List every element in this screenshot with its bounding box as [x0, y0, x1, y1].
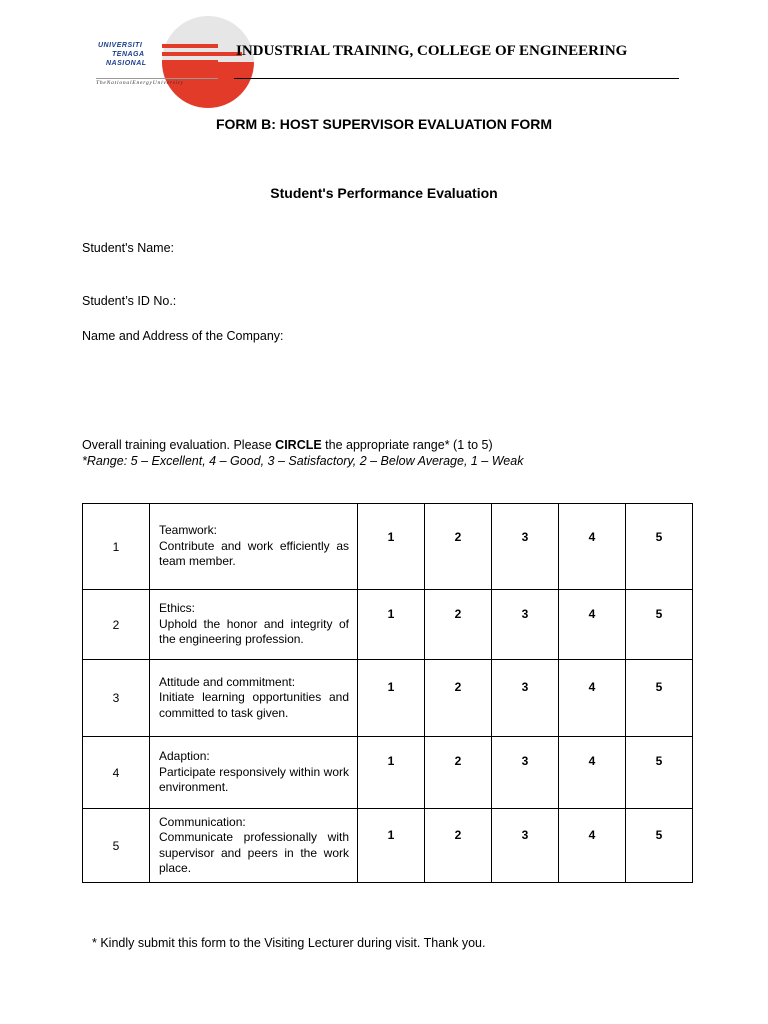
- score-label: 4: [588, 607, 596, 621]
- table-row: [83, 809, 693, 883]
- score-label: 4: [588, 680, 596, 694]
- evaluation-table: [82, 503, 693, 883]
- criterion-title: Teamwork:: [159, 523, 218, 538]
- score-label: 5: [655, 530, 663, 544]
- score-option[interactable]: [559, 660, 626, 737]
- score-option[interactable]: [626, 504, 693, 590]
- score-option[interactable]: [425, 504, 492, 590]
- logo-text-line1: UNIVERSITI: [98, 42, 143, 49]
- form-title: FORM B: HOST SUPERVISOR EVALUATION FORM: [215, 116, 552, 132]
- criterion-number: 5: [83, 809, 150, 883]
- score-option[interactable]: [626, 590, 693, 660]
- criterion-cell: [150, 504, 358, 590]
- table-row: [83, 737, 693, 809]
- criterion-desc: Communicate professionally with supervisor and peers in the work place.: [159, 830, 349, 875]
- score-label: 4: [588, 754, 596, 768]
- score-label: 5: [655, 754, 663, 768]
- score-option[interactable]: [492, 660, 559, 737]
- instructions-before: Overall training evaluation. Please: [82, 438, 276, 452]
- student-name-label: Student's Name:: [82, 241, 175, 255]
- table-row: [83, 660, 693, 737]
- score-label: 3: [521, 754, 529, 768]
- footnote: * Kindly submit this form to the Visiting Lecturer during visit. Thank you.: [92, 936, 486, 950]
- criterion-title: Attitude and commitment:: [159, 674, 296, 689]
- range-note: *Range: 5 – Excellent, 4 – Good, 3 – Satisfactory, 2 – Below Average, 1 – Weak: [82, 454, 524, 468]
- section-title: Student's Performance Evaluation: [270, 185, 498, 201]
- score-label: 2: [454, 680, 462, 694]
- score-label: 3: [521, 530, 529, 544]
- instructions: [82, 438, 493, 452]
- score-option[interactable]: [358, 809, 425, 883]
- student-id-label: Student’s ID No.:: [82, 294, 177, 308]
- score-option[interactable]: [492, 590, 559, 660]
- score-option[interactable]: [492, 737, 559, 809]
- score-label: 1: [387, 680, 395, 694]
- score-label: 2: [454, 607, 462, 621]
- score-label: 2: [454, 828, 462, 842]
- score-label: 5: [655, 828, 663, 842]
- score-option[interactable]: [358, 737, 425, 809]
- logo-caption: TheNationalEnergyUniversity: [96, 80, 184, 86]
- score-label: 3: [521, 607, 529, 621]
- score-option[interactable]: [358, 660, 425, 737]
- score-option[interactable]: [358, 590, 425, 660]
- score-label: 2: [454, 754, 462, 768]
- criterion-desc: Participate responsively within work environment.: [159, 764, 349, 795]
- score-option[interactable]: [626, 809, 693, 883]
- table-row: [83, 504, 693, 590]
- score-label: 1: [387, 828, 395, 842]
- score-option[interactable]: [425, 737, 492, 809]
- score-label: 2: [454, 530, 462, 544]
- score-label: 4: [588, 530, 596, 544]
- criterion-desc: Uphold the honor and integrity of the engineering profession.: [159, 616, 349, 647]
- score-option[interactable]: [559, 504, 626, 590]
- score-option[interactable]: [425, 590, 492, 660]
- score-option[interactable]: [626, 660, 693, 737]
- score-label: 5: [655, 607, 663, 621]
- score-option[interactable]: [559, 590, 626, 660]
- criterion-desc: Initiate learning opportunities and committed to task given.: [159, 690, 349, 720]
- table-row: [83, 590, 693, 660]
- score-label: 5: [655, 680, 663, 694]
- score-label: 1: [387, 754, 395, 768]
- header-rule: [234, 78, 679, 79]
- score-option[interactable]: [626, 737, 693, 809]
- criterion-number: 3: [83, 660, 150, 737]
- criterion-title: Adaption:: [159, 749, 210, 764]
- score-option[interactable]: [559, 737, 626, 809]
- criterion-desc: Contribute and work efficiently as team member.: [159, 538, 349, 569]
- score-option[interactable]: [358, 504, 425, 590]
- criterion-title: Ethics:: [159, 601, 196, 616]
- score-option[interactable]: [425, 660, 492, 737]
- score-label: 3: [521, 828, 529, 842]
- criterion-cell: [150, 809, 358, 883]
- score-option[interactable]: [492, 809, 559, 883]
- criterion-cell: [150, 737, 358, 809]
- criterion-number: 2: [83, 590, 150, 660]
- criterion-cell: [150, 660, 358, 737]
- criterion-title: Communication:: [159, 814, 246, 829]
- criterion-number: 1: [83, 504, 150, 590]
- instructions-emphasis: CIRCLE: [275, 438, 322, 452]
- score-option[interactable]: [425, 809, 492, 883]
- score-label: 3: [521, 680, 529, 694]
- score-option[interactable]: [559, 809, 626, 883]
- score-option[interactable]: [492, 504, 559, 590]
- logo-text-line3: NASIONAL: [106, 60, 147, 67]
- logo-divider: [96, 78, 218, 79]
- score-label: 1: [387, 607, 395, 621]
- logo-text-line2: TENAGA: [112, 51, 145, 58]
- score-label: 4: [588, 828, 596, 842]
- criterion-cell: [150, 590, 358, 660]
- org-title: INDUSTRIAL TRAINING, COLLEGE OF ENGINEERING: [236, 43, 628, 59]
- score-label: 1: [387, 530, 395, 544]
- criterion-number: 4: [83, 737, 150, 809]
- company-label: Name and Address of the Company:: [82, 329, 284, 343]
- instructions-after: the appropriate range* (1 to 5): [321, 438, 493, 452]
